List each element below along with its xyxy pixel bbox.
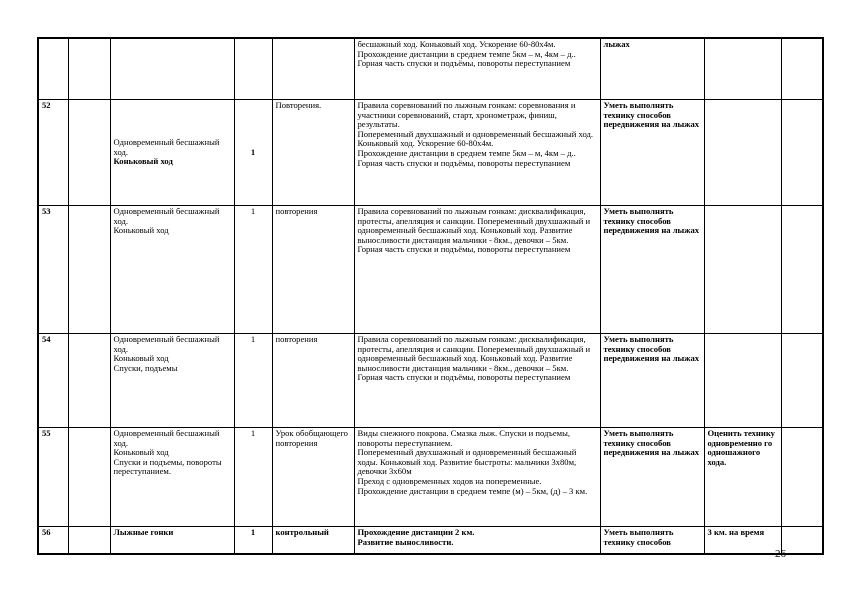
lesson-topic [110, 38, 234, 100]
lesson-control: Оценить технику одновременно го одношажного хода. [704, 428, 781, 527]
lesson-topic: Лыжные гонки [110, 527, 234, 555]
empty-cell [781, 38, 823, 100]
lesson-hours: 1 [234, 206, 272, 334]
table-row [38, 100, 823, 206]
empty-cell [68, 428, 110, 527]
lesson-content: бесшажный ход. Коньковый ход. Ускорение 60-80х4м. Прохождение дистанции в среднем темпе 5км – м, 4км – д.. Горная часть спуски и подъёмы, повороты переступанием [354, 38, 600, 100]
lesson-control [704, 38, 781, 100]
lesson-control [704, 206, 781, 334]
lesson-content: Правила соревнований по лыжным гонкам: соревнования и участники соревнований, старт, хронометраж, финиш, результаты. Попеременный двухшажный и одновременный бесшажный ход. Коньковый ход. Ускорение 60-80х4м. Прохождение дистанции в среднем темпе 5км – м, 4км – д.. Горная часть спуски и подъёмы, повороты переступанием [354, 100, 600, 206]
lesson-type: повторения [272, 334, 354, 428]
lesson-hours: 1 [234, 428, 272, 527]
lesson-number: 56 [38, 527, 68, 555]
lesson-requirements: Уметь выполнять технику способов передвижения на лыжах [600, 100, 704, 206]
page-number: 26 [775, 548, 786, 560]
lesson-content: Прохождение дистанции 2 км. Развитие выносливости. [354, 527, 600, 555]
table-row [38, 527, 823, 555]
empty-cell [68, 206, 110, 334]
lesson-number: 53 [38, 206, 68, 334]
empty-cell [68, 100, 110, 206]
lesson-type: Повторения. [272, 100, 354, 206]
lesson-plan-table [37, 37, 824, 555]
lesson-content: Виды снежного покрова. Смазка лыж. Спуски и подъемы, повороты переступанием. Попеременный двухшажный и одновременный бесшажный ходы. Коньковый ход. Развитие быстроты: мальчики 3х80м, девочки 3х60м Преход с одновременных ходов на попеременные. Прохождение дистанции в среднем темпе (м) – 5км, (д) – 3 км. [354, 428, 600, 527]
lesson-number: 55 [38, 428, 68, 527]
lesson-type: повторения [272, 206, 354, 334]
lesson-control: 3 км. на время [704, 527, 781, 555]
lesson-topic: Одновременный бесшажный ход. Коньковый ход Спуски и подъемы, повороты переступанием. [110, 428, 234, 527]
lesson-type [272, 38, 354, 100]
empty-cell [781, 100, 823, 206]
lesson-requirements: Уметь выполнять технику способов [600, 527, 704, 555]
lesson-topic: Одновременный бесшажный ход. Коньковый ход Спуски, подъемы [110, 334, 234, 428]
lesson-number: 54 [38, 334, 68, 428]
lesson-requirements: лыжах [600, 38, 704, 100]
lesson-number: 52 [38, 100, 68, 206]
empty-cell [68, 527, 110, 555]
lesson-number [38, 38, 68, 100]
empty-cell [781, 206, 823, 334]
table-row [38, 38, 823, 100]
lesson-hours: 1 [234, 100, 272, 206]
empty-cell [781, 428, 823, 527]
lesson-hours: 1 [234, 527, 272, 555]
lesson-requirements: Уметь выполнять технику способов передвижения на лыжах [600, 334, 704, 428]
empty-cell [68, 38, 110, 100]
empty-cell [68, 334, 110, 428]
lesson-type: Урок обобщающего повторения [272, 428, 354, 527]
empty-cell [781, 334, 823, 428]
lesson-control [704, 334, 781, 428]
lesson-requirements: Уметь выполнять технику способов передвижения на лыжах [600, 206, 704, 334]
lesson-hours [234, 38, 272, 100]
lesson-topic-bold: Коньковый ход [113, 156, 173, 167]
lesson-hours: 1 [234, 334, 272, 428]
lesson-content: Правила соревнований по лыжным гонкам: дисквалификация, протесты, апелляция и санкции. Попеременный двухшажный и одновременный бесшажный ход. Коньковый ход. Развитие выносливости дистанция мальчики - 8км., девочки – 5км. Горная часть спуски и подъёмы, повороты переступанием [354, 206, 600, 334]
table-row [38, 334, 823, 428]
lesson-topic [110, 100, 234, 206]
table-row [38, 206, 823, 334]
lesson-topic: Одновременный бесшажный ход. Коньковый ход [110, 206, 234, 334]
lesson-requirements: Уметь выполнять технику способов передвижения на лыжах [600, 428, 704, 527]
lesson-topic-text: Одновременный бесшажный ход. [113, 137, 220, 157]
lesson-control [704, 100, 781, 206]
empty-cell [781, 527, 823, 555]
table-row [38, 428, 823, 527]
lesson-type: контрольный [272, 527, 354, 555]
lesson-content: Правила соревнований по лыжным гонкам: дисквалификация, протесты, апелляция и санкции. Попеременный двухшажный и одновременный бесшажный ход. Коньковый ход. Развитие выносливости дистанция мальчики - 8км., девочки – 5км. Горная часть спуски и подъёмы, повороты переступанием [354, 334, 600, 428]
